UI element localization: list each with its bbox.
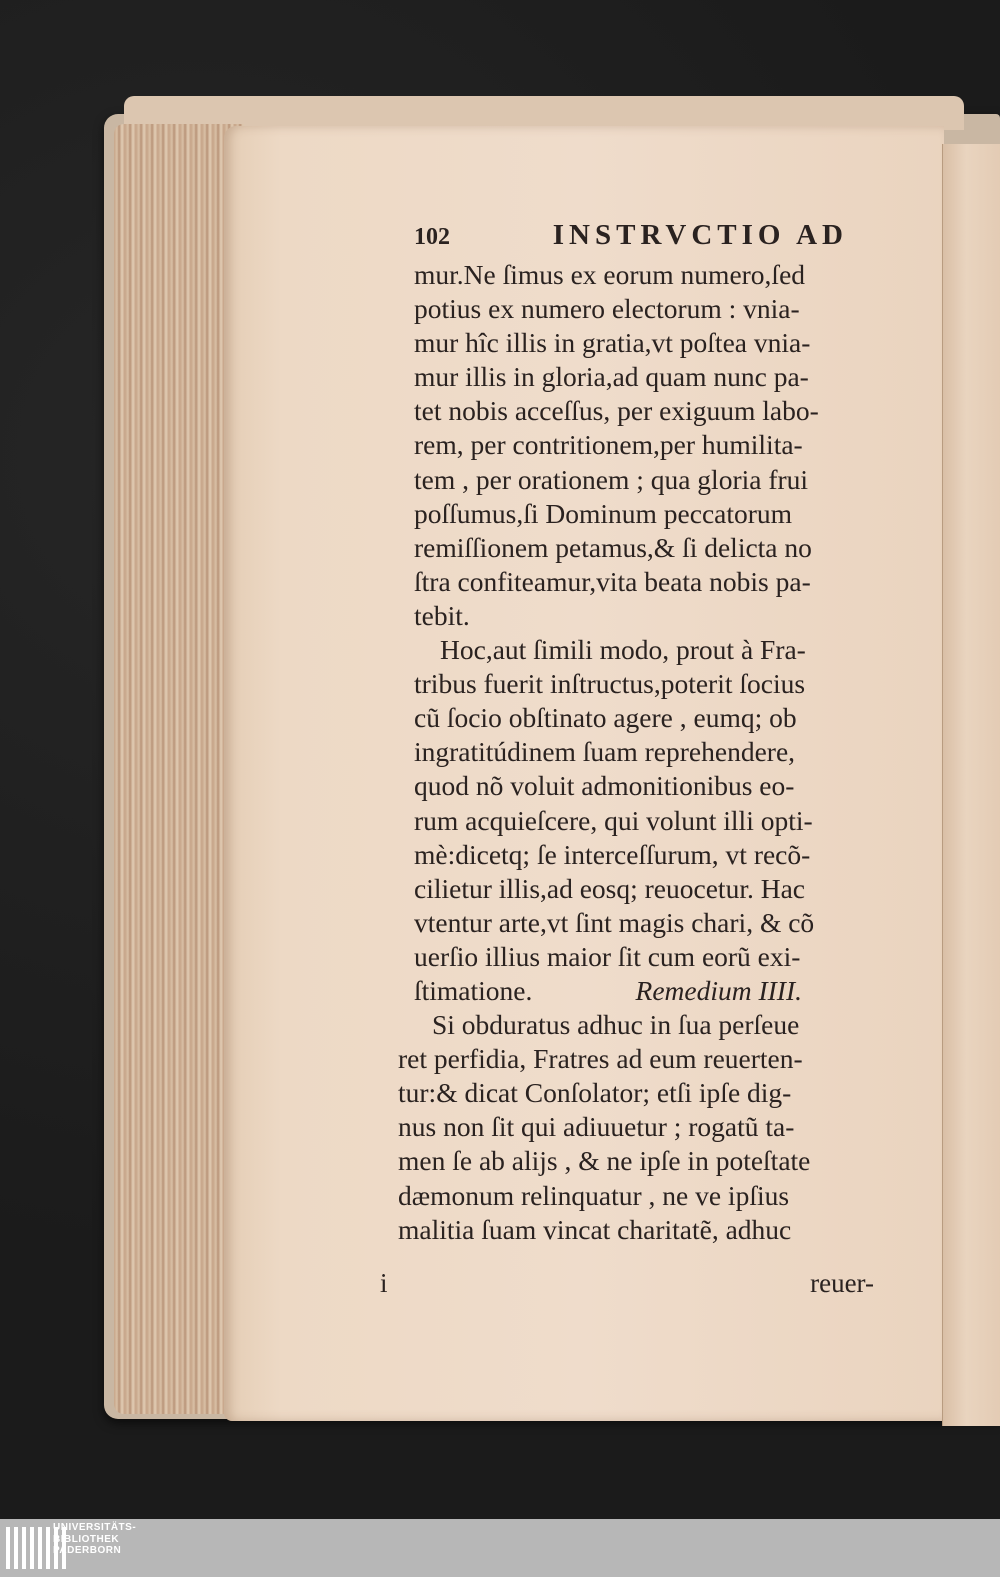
text-line: rum acquieſcere, qui volunt illi opti-	[414, 804, 813, 836]
text-line: remiſſionem petamus,& ſi delicta no	[414, 531, 812, 563]
text-line: Hoc,aut ſimili modo, prout à Fra-	[440, 634, 806, 666]
text-line: mè:dicetq; ſe interceſſurum, vt recõ-	[414, 838, 811, 870]
text-line: tribus fuerit inſtructus,poterit ſocius	[414, 668, 806, 700]
text-line: cilietur illis,ad eosq; reuocetur. Hac	[414, 872, 805, 904]
text-line: poſſumus,ſi Dominum peccatorum	[414, 497, 793, 529]
remedium-line	[398, 974, 894, 1008]
text-line-end: ſtimatione.	[414, 974, 533, 1006]
catchword: reuer-	[810, 1268, 874, 1298]
book-top-edge	[124, 96, 964, 130]
text-line: rem, per contritionem,per humilita-	[414, 429, 803, 461]
logo-line-3: PADERBORN	[53, 1545, 122, 1556]
text-line: cũ ſocio obſtinato agere , eumq; ob	[414, 702, 797, 734]
signature-mark: i	[380, 1268, 388, 1298]
library-logo-text	[53, 1522, 136, 1557]
page-foot	[380, 1268, 874, 1299]
text-line: nus non ſit qui adiuuetur ; rogatũ ta-	[398, 1111, 795, 1143]
text-line: mur.Ne ſimus ex eorum numero,ſed	[414, 259, 806, 290]
text-line: mur hîc illis in gratia,vt poſtea vnia-	[414, 327, 811, 359]
text-line: ret perfidia, Fratres ad eum reuerten-	[398, 1043, 803, 1075]
facing-page-edge	[942, 144, 1000, 1426]
text-line: ingratitúdinem ſuam reprehendere,	[414, 736, 796, 768]
page-number: 102	[414, 224, 450, 250]
logo-line-1: UNIVERSITÄTS-	[53, 1522, 137, 1533]
text-line: uerſio illius maior ſit cum eorũ exi-	[414, 940, 801, 972]
library-footer-bar	[0, 1519, 1000, 1577]
text-line: tur:& dicat Conſolator; etſi ipſe dig-	[398, 1077, 792, 1109]
text-line: tet nobis acceſſus, per exiguum labo-	[414, 395, 819, 427]
text-line: vtentur arte,vt ſint magis chari, & cõ	[414, 906, 815, 938]
text-line: tem , per orationem ; qua gloria frui	[414, 463, 809, 495]
text-line: ſtra confiteamur,vita beata nobis pa-	[414, 565, 811, 597]
section-heading-remedium: Remedium IIII.	[635, 974, 802, 1006]
text-line: malitia ſuam vincat charitatẽ, adhuc	[398, 1213, 792, 1245]
text-line: tebit.	[414, 599, 470, 631]
page-text-block	[398, 218, 894, 1247]
text-line: quod nõ voluit admonitionibus eo-	[414, 770, 795, 802]
running-head	[398, 218, 894, 254]
text-line: men ſe ab alijs , & ne ipſe in poteſtate	[398, 1145, 811, 1177]
text-line: Si obduratus adhuc in ſua perſeue	[432, 1009, 800, 1041]
text-line: potius ex numero electorum : vnia-	[414, 293, 800, 325]
logo-line-2: BIBLIOTHEK	[53, 1533, 120, 1545]
text-line: mur illis in gloria,ad quam nunc pa-	[414, 361, 809, 393]
running-title: INSTRVCTIO AD	[552, 219, 848, 251]
text-line: dæmonum relinquatur , ne ve ipſius	[398, 1179, 790, 1211]
